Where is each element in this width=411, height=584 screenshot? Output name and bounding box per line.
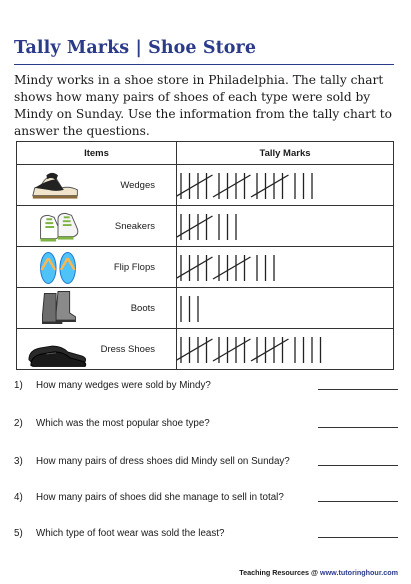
tally-cell <box>177 247 394 288</box>
answer-line[interactable] <box>318 388 398 390</box>
question-number: 5) <box>14 528 23 539</box>
item-label: Boots <box>130 302 155 314</box>
tally-cross-stroke <box>177 339 213 361</box>
tally-cross-stroke <box>177 257 213 279</box>
sneakers-icon <box>27 207 89 245</box>
table-header-row <box>17 142 394 165</box>
question-item <box>14 492 398 503</box>
tally-cross-stroke <box>177 216 213 238</box>
table-row <box>17 288 394 329</box>
table-row <box>17 165 394 206</box>
tally-cell <box>177 288 394 329</box>
tally-cell <box>177 165 394 206</box>
flip-flops-icon <box>27 248 89 286</box>
item-cell <box>17 247 177 288</box>
question-text: How many pairs of shoes did she manage to sell in total? <box>36 492 284 503</box>
item-cell <box>17 288 177 329</box>
table-row <box>17 206 394 247</box>
intro-paragraph: Mindy works in a shoe store in Philadelphia. The tally chart shows how many pairs of shoes of each type were sold by Mindy on Sunday. Use the information from the tally chart to answer the questions. <box>14 73 392 138</box>
header-tally-marks: Tally Marks <box>177 142 394 165</box>
tally-cell <box>177 206 394 247</box>
item-label: Sneakers <box>114 220 155 232</box>
page-title: Tally Marks | Shoe Store <box>14 38 257 58</box>
question-text: Which was the most popular shoe type? <box>36 418 210 429</box>
answer-line[interactable] <box>318 500 398 502</box>
wedge-shoe-icon <box>27 166 89 204</box>
item-label: Dress Shoes <box>100 343 155 355</box>
question-item <box>14 418 398 429</box>
answer-line[interactable] <box>318 536 398 538</box>
tally-cross-stroke <box>177 175 213 197</box>
tally-table <box>16 141 394 370</box>
footer-url[interactable]: www.tutoringhour.com <box>320 568 398 577</box>
question-number: 2) <box>14 418 23 429</box>
table-row <box>17 247 394 288</box>
item-cell <box>17 329 177 370</box>
item-cell <box>17 206 177 247</box>
dress-shoes-icon <box>27 330 89 368</box>
title-divider <box>14 64 394 65</box>
footer-credit <box>239 568 398 577</box>
question-number: 4) <box>14 492 23 503</box>
question-text: How many wedges were sold by Mindy? <box>36 380 211 391</box>
question-item <box>14 528 398 539</box>
footer-label: Teaching Resources @ <box>239 568 320 577</box>
answer-line[interactable] <box>318 464 398 466</box>
item-label: Wedges <box>120 179 155 191</box>
item-label: Flip Flops <box>113 261 155 273</box>
tally-cell <box>177 329 394 370</box>
question-item <box>14 456 398 467</box>
boots-icon <box>27 289 89 327</box>
header-items: Items <box>17 142 177 165</box>
question-text: Which type of foot wear was sold the least? <box>36 528 225 539</box>
item-cell <box>17 165 177 206</box>
question-text: How many pairs of dress shoes did Mindy sell on Sunday? <box>36 456 290 467</box>
question-item <box>14 380 398 391</box>
table-row <box>17 329 394 370</box>
question-number: 1) <box>14 380 23 391</box>
answer-line[interactable] <box>318 426 398 428</box>
question-number: 3) <box>14 456 23 467</box>
